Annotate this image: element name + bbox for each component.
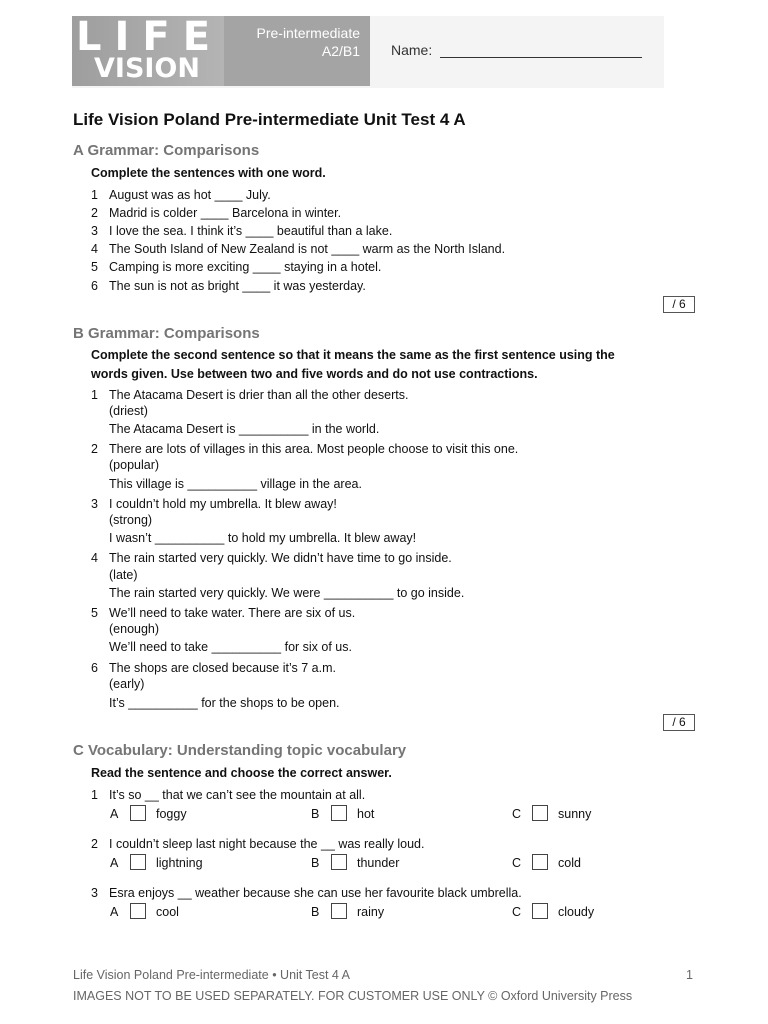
item-text: I couldn’t sleep last night because the __ was really loud. <box>109 837 425 851</box>
section-b-item-2 <box>91 440 518 458</box>
item-number: 2 <box>91 442 98 456</box>
item-sentence: There are lots of villages in this area. Most people choose to visit this one. <box>109 442 519 456</box>
option-letter: C <box>512 905 522 919</box>
section-b-item-3-word: (strong) <box>109 513 153 527</box>
item-number: 3 <box>91 224 98 238</box>
logo-text-vision: VISION <box>94 53 200 84</box>
section-a-item-2 <box>91 204 341 222</box>
option-2a[interactable] <box>110 854 203 870</box>
item-text: I love the sea. I think it’s ____ beautiful than a lake. <box>109 224 393 238</box>
section-b-item-1-rewrite: The Atacama Desert is __________ in the world. <box>109 422 380 436</box>
level-label <box>257 24 361 60</box>
level-name: Pre-intermediate <box>256 25 360 41</box>
section-b-item-1 <box>91 386 408 404</box>
item-number: 1 <box>91 188 98 202</box>
option-label: sunny <box>558 807 592 821</box>
section-c-instruction: Read the sentence and choose the correct answer. <box>91 766 392 780</box>
item-number: 5 <box>91 260 98 274</box>
checkbox[interactable] <box>532 903 548 919</box>
option-letter: B <box>311 807 320 821</box>
section-b-score-box: / 6 <box>663 714 695 731</box>
footer-copyright: IMAGES NOT TO BE USED SEPARATELY. FOR CUSTOMER USE ONLY © Oxford University Press <box>73 989 633 1003</box>
section-c-item-2 <box>91 835 424 853</box>
item-number: 6 <box>91 279 98 293</box>
option-label: cloudy <box>558 905 595 919</box>
option-1a[interactable] <box>110 805 187 821</box>
section-b-item-4-word: (late) <box>109 568 138 582</box>
item-sentence: The shops are closed because it’s 7 a.m. <box>109 661 336 675</box>
option-3a[interactable] <box>110 903 179 919</box>
option-label: cool <box>156 905 179 919</box>
section-b-item-2-rewrite: This village is __________ village in the area. <box>109 477 362 491</box>
item-sentence: I couldn’t hold my umbrella. It blew away! <box>109 497 337 511</box>
item-number: 3 <box>91 886 98 900</box>
section-b-item-5-word: (enough) <box>109 622 160 636</box>
item-sentence: The rain started very quickly. We didn’t have time to go inside. <box>109 551 452 565</box>
section-b-item-3 <box>91 495 337 513</box>
item-number: 4 <box>91 242 98 256</box>
section-b-item-1-word: (driest) <box>109 404 148 418</box>
checkbox[interactable] <box>532 805 548 821</box>
item-text: The sun is not as bright ____ it was yesterday. <box>109 279 366 293</box>
item-sentence: We’ll need to take water. There are six of us. <box>109 606 356 620</box>
option-label: thunder <box>357 856 400 870</box>
section-a-item-5 <box>91 258 381 276</box>
footer-title: Life Vision Poland Pre-intermediate • Unit Test 4 A <box>73 968 350 982</box>
checkbox[interactable] <box>331 854 347 870</box>
option-letter: C <box>512 856 522 870</box>
section-a-score-box: / 6 <box>663 296 695 313</box>
item-number: 4 <box>91 551 98 565</box>
section-a-item-1 <box>91 186 271 204</box>
option-letter: A <box>110 856 119 870</box>
item-number: 1 <box>91 388 98 402</box>
section-b-item-6-rewrite: It’s __________ for the shops to be open. <box>109 696 340 710</box>
section-b-heading: B Grammar: Comparisons <box>73 325 260 342</box>
checkbox[interactable] <box>331 805 347 821</box>
option-1c[interactable] <box>512 805 591 821</box>
life-vision-logo <box>72 16 370 86</box>
item-number: 1 <box>91 788 98 802</box>
option-letter: C <box>512 807 522 821</box>
section-b-item-4-rewrite: The rain started very quickly. We were __________ to go inside. <box>109 586 465 600</box>
section-b-item-5 <box>91 604 355 622</box>
option-3b[interactable] <box>311 903 384 919</box>
item-number: 5 <box>91 606 98 620</box>
option-2b[interactable] <box>311 854 399 870</box>
checkbox[interactable] <box>331 903 347 919</box>
item-text: August was as hot ____ July. <box>109 188 271 202</box>
section-b-item-3-rewrite: I wasn’t __________ to hold my umbrella. It blew away! <box>109 531 417 545</box>
checkbox[interactable] <box>532 854 548 870</box>
option-1b[interactable] <box>311 805 374 821</box>
option-letter: A <box>110 807 119 821</box>
page-number: 1 <box>686 968 693 982</box>
option-label: foggy <box>156 807 187 821</box>
section-a-item-4 <box>91 240 505 258</box>
option-3c[interactable] <box>512 903 594 919</box>
option-label: hot <box>357 807 375 821</box>
name-label: Name: <box>391 42 433 58</box>
section-b-item-6-word: (early) <box>109 677 145 691</box>
item-sentence: The Atacama Desert is drier than all the other deserts. <box>109 388 409 402</box>
section-c-item-3 <box>91 884 522 902</box>
option-2c[interactable] <box>512 854 581 870</box>
section-c-item-1 <box>91 786 365 804</box>
option-letter: B <box>311 905 320 919</box>
page-title: Life Vision Poland Pre-intermediate Unit Test 4 A <box>73 110 466 129</box>
option-label: rainy <box>357 905 385 919</box>
item-text: It’s so __ that we can’t see the mountain at all. <box>109 788 366 802</box>
item-text: Madrid is colder ____ Barcelona in winter. <box>109 206 342 220</box>
section-b-item-2-word: (popular) <box>109 458 160 472</box>
section-a-instruction: Complete the sentences with one word. <box>91 166 326 180</box>
option-label: lightning <box>156 856 203 870</box>
section-a-item-3 <box>91 222 392 240</box>
item-text: Camping is more exciting ____ staying in a hotel. <box>109 260 382 274</box>
checkbox[interactable] <box>130 805 146 821</box>
name-field-line[interactable] <box>440 57 642 58</box>
section-b-item-4 <box>91 549 452 567</box>
item-number: 2 <box>91 837 98 851</box>
item-number: 6 <box>91 661 98 675</box>
logo-text-life: LIFE <box>76 14 224 60</box>
section-b-instruction: Complete the second sentence so that it means the same as the first sentence using the words given. Use between two and five words and do not use contractions. <box>91 348 615 381</box>
section-c-heading: C Vocabulary: Understanding topic vocabulary <box>73 742 407 759</box>
section-b-item-6 <box>91 659 336 677</box>
option-letter: B <box>311 856 320 870</box>
option-letter: A <box>110 905 119 919</box>
item-number: 2 <box>91 206 98 220</box>
section-a-item-6 <box>91 277 366 295</box>
checkbox[interactable] <box>130 854 146 870</box>
level-code: A2/B1 <box>321 43 360 59</box>
section-a-heading: A Grammar: Comparisons <box>73 142 260 159</box>
item-text: Esra enjoys __ weather because she can use her favourite black umbrella. <box>109 886 522 900</box>
item-number: 3 <box>91 497 98 511</box>
option-label: cold <box>558 856 581 870</box>
checkbox[interactable] <box>130 903 146 919</box>
section-b-item-5-rewrite: We’ll need to take __________ for six of us. <box>109 640 352 654</box>
item-text: The South Island of New Zealand is not ____ warm as the North Island. <box>109 242 506 256</box>
